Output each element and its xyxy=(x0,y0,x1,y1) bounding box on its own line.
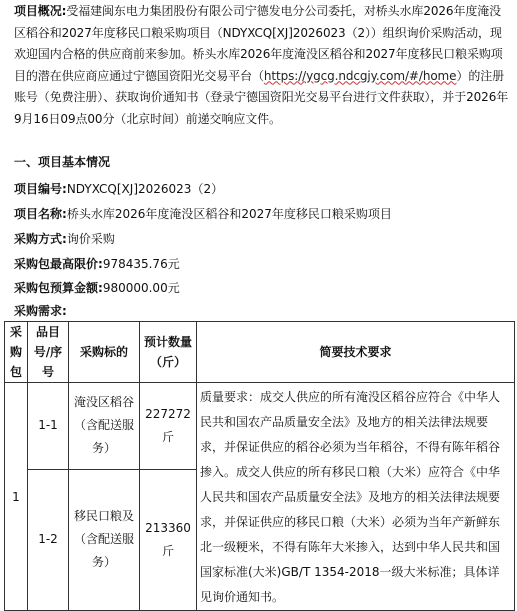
project-number-row xyxy=(14,180,223,197)
overview-label: 项目概况: xyxy=(14,4,67,18)
budget-label: 采购包预算金额: xyxy=(14,281,103,295)
item-no-cell: 1-2 xyxy=(28,469,69,610)
requirements-heading-row xyxy=(14,302,67,319)
header-requirements: 简要技术要求 xyxy=(197,322,515,383)
subject-cell: 淹没区稻谷（含配送服务） xyxy=(69,383,140,470)
header-subject: 采购标的 xyxy=(69,322,140,383)
project-number-label: 项目编号: xyxy=(14,182,67,196)
max-price-value: 978435.76元 xyxy=(102,257,180,271)
header-package: 采购包 xyxy=(5,322,28,383)
overview-text: 受福建闽东电力集团股份有限公司宁德发电分公司委托，对桥头水库2026年度淹没区稻谷和2027年度移民口粮采购项目（NDYXCQ[XJ]2026023（2））组织询价采购活动，现欢迎国内合格的供应商前来参加。桥头水库2026年度淹没区稻谷和2027年度移民口粮采购项目的潜在供应商应通过宁德国资阳光交易平台（ xyxy=(14,4,503,83)
header-item-no: 品目号/序号 xyxy=(28,322,69,383)
requirements-heading: 采购需求: xyxy=(14,304,67,318)
table-row xyxy=(5,383,515,470)
subject-cell: 移民口粮及（含配送服务） xyxy=(69,469,140,610)
budget-value: 980000.00元 xyxy=(102,281,180,295)
procurement-method-label: 采购方式: xyxy=(14,232,67,246)
requirements-table xyxy=(4,321,515,611)
item-no-cell: 1-1 xyxy=(28,383,69,470)
project-name-value: 桥头水库2026年度淹没区稻谷和2027年度移民口粮采购项目 xyxy=(66,207,392,221)
project-name-row xyxy=(14,205,392,222)
package-number: 1 xyxy=(5,383,28,611)
section-title: 一、项目基本情况 xyxy=(14,155,111,169)
qty-cell: 213360斤 xyxy=(140,469,197,610)
project-number-value: NDYXCQ[XJ]2026023（2） xyxy=(66,182,224,196)
platform-link[interactable]: https://ygcg.ndcgjy.com/#/home xyxy=(263,68,457,83)
qty-cell: 227272斤 xyxy=(140,383,197,470)
project-overview xyxy=(14,1,510,130)
max-price-label: 采购包最高限价: xyxy=(14,257,103,271)
procurement-method-row xyxy=(14,230,115,247)
header-qty: 预计数量（斤） xyxy=(140,322,197,383)
overview-text-end: ）的注册账号（免费注册）、获取询价通知书（登录宁德国资阳光交易平台进行文件获取），并于2026年9月16日09点00分（北京时间）前递交响应文件。 xyxy=(14,68,509,126)
budget-row xyxy=(14,279,180,296)
max-price-row xyxy=(14,255,180,272)
procurement-method-value: 询价采购 xyxy=(66,232,115,246)
requirements-text: 质量要求：成交人供应的所有淹没区稻谷应符合《中华人民共和国农产品质量安全法》及地方的相关法律法规要求，并保证供应的稻谷必须为当年稻谷，不得有陈年稻谷掺入。成交人供应的所有移民口粮（大米）应符合《中华人民共和国农产品质量安全法》及地方的相关法律法规要求，并保证供应的移民口粮（大米）必须为当年产新鲜东北一级粳米，不得有陈年大米掺入，达到中华人民共和国国家标准(大米)GB/T 1354-2018一级大米标准；具体详见询价通知书。 xyxy=(197,383,515,611)
table-header-row xyxy=(5,322,515,383)
project-name-label: 项目名称: xyxy=(14,207,67,221)
